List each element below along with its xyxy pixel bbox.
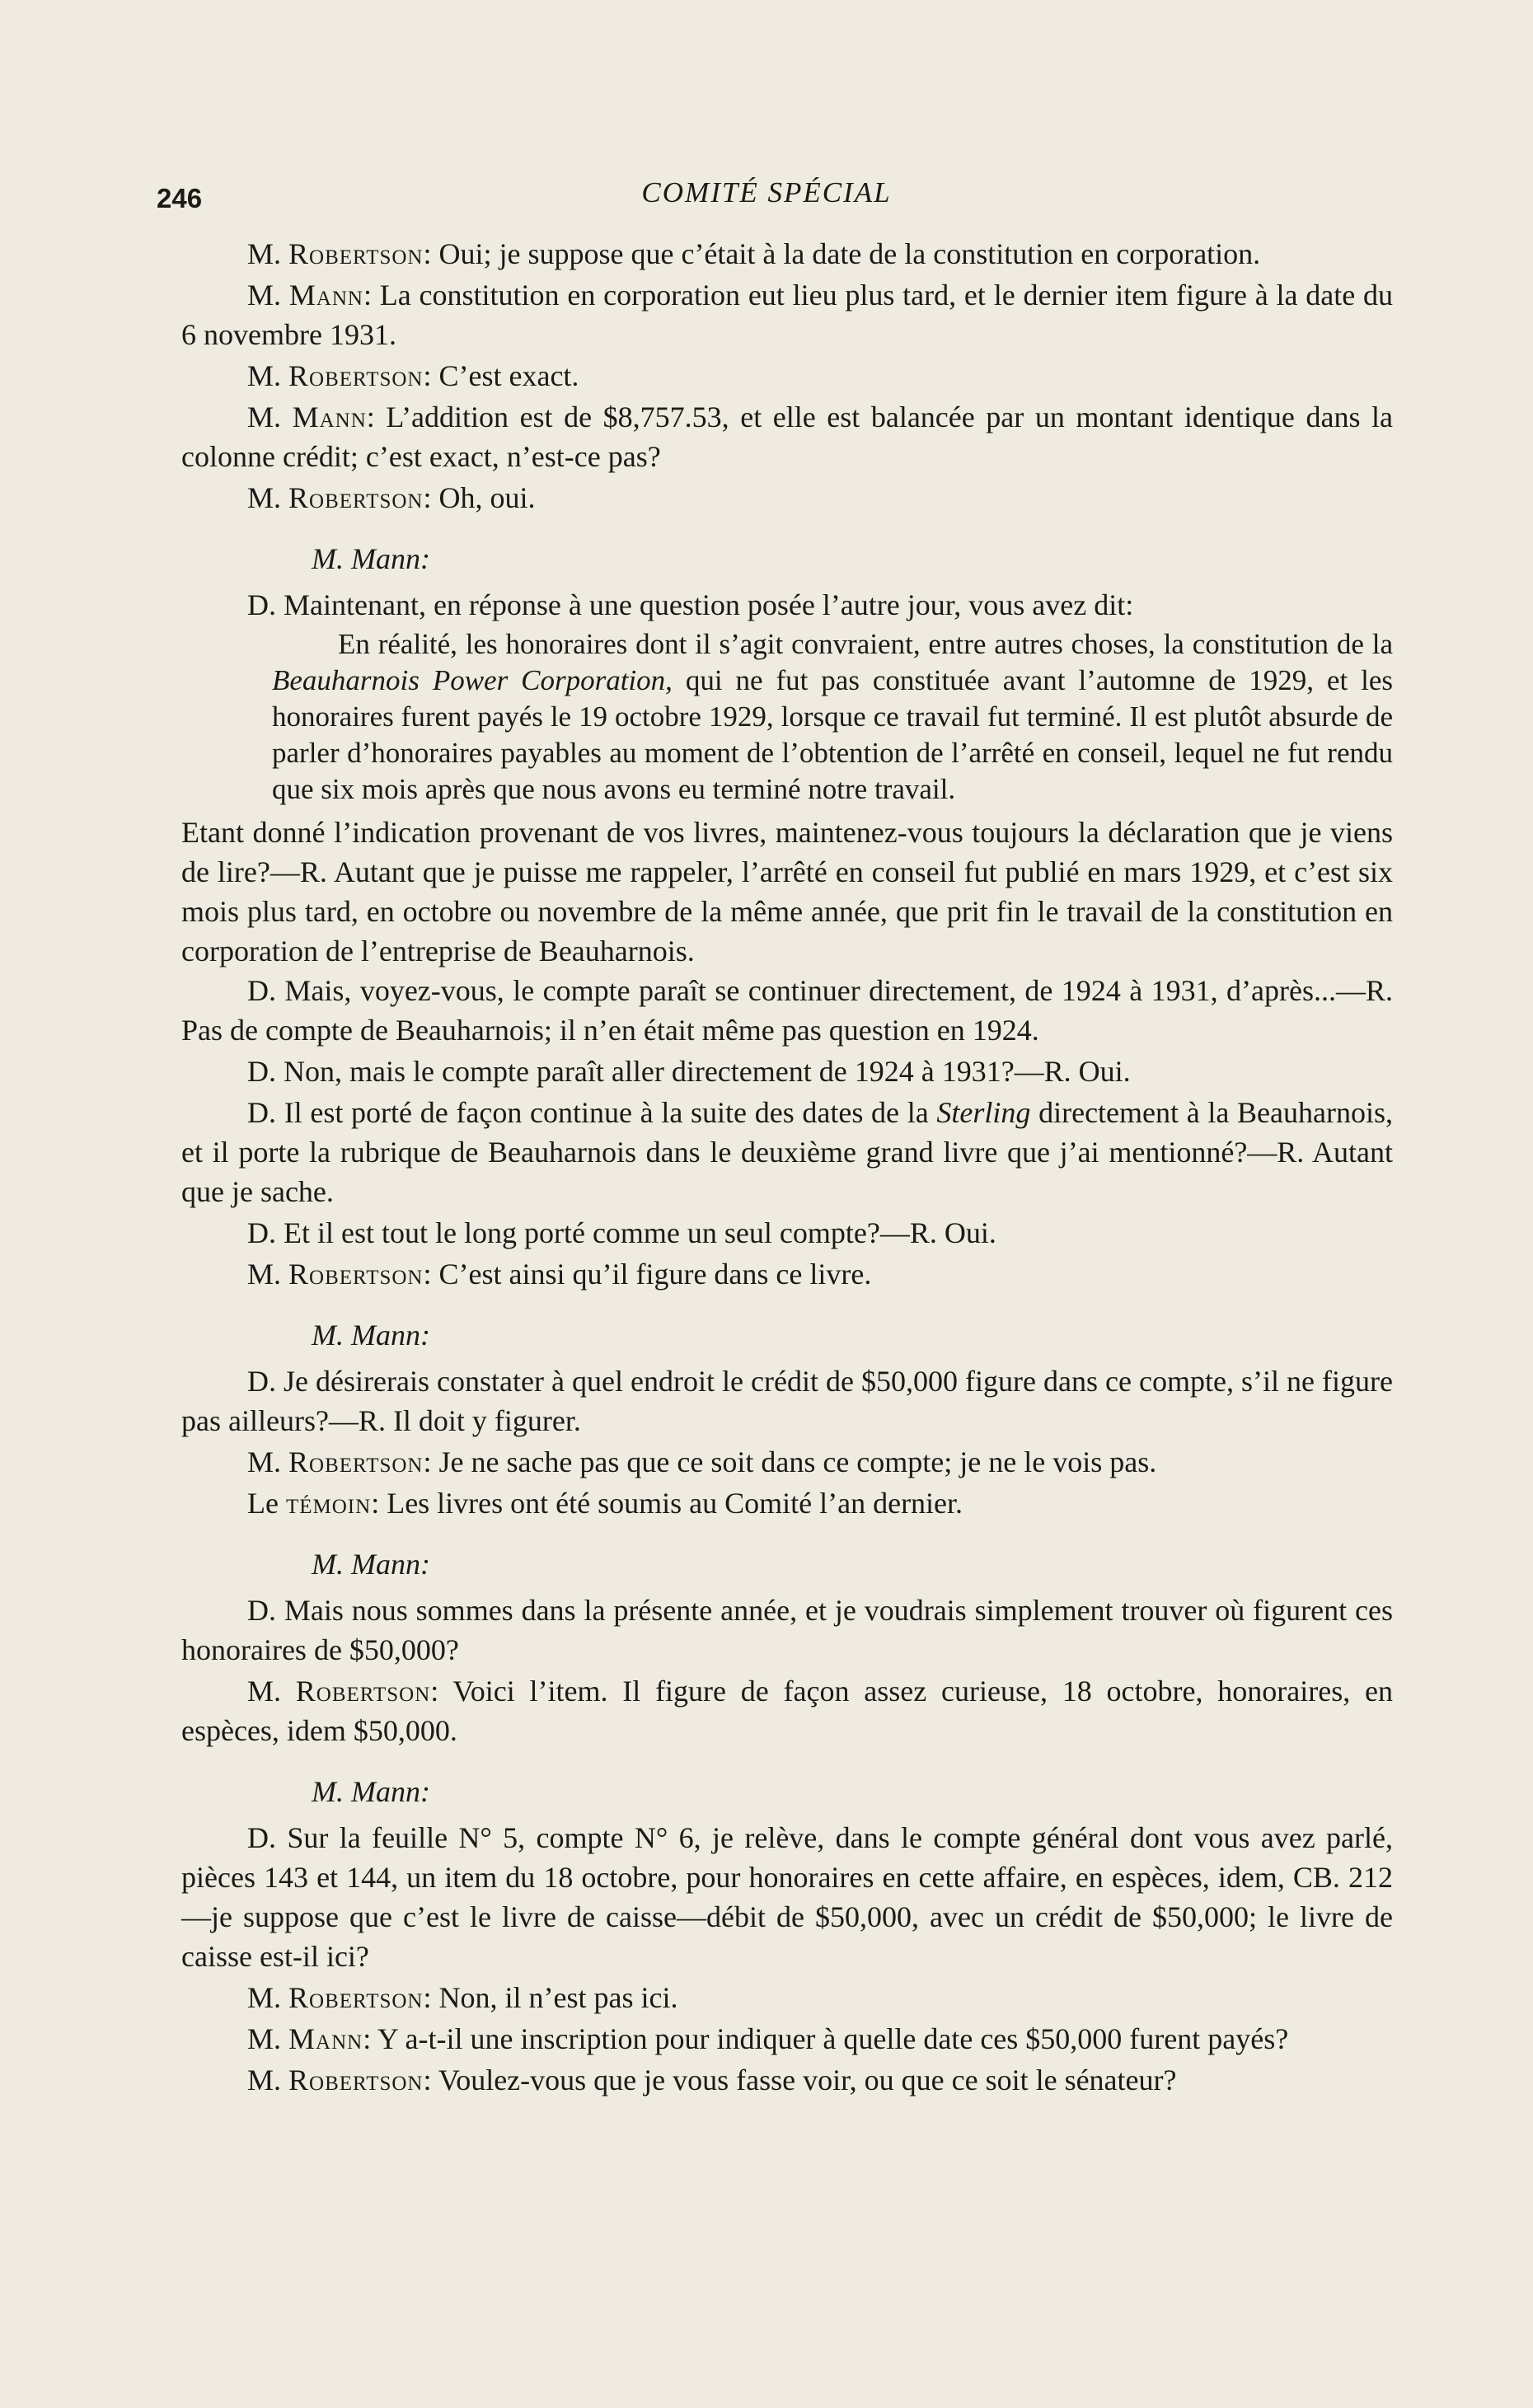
italic-name: Beauharnois Power Corporation, bbox=[272, 664, 673, 696]
paragraph-text: directement à la Beauharnois, et il porte la rubrique de Beauharnois dans le deuxième grand livre que j’ai mentionné?—R. Autant que je sache. bbox=[181, 1096, 1393, 1208]
paragraph-text: Y a-t-il une inscription pour indiquer à quelle date ces $50,000 furent payés? bbox=[377, 2022, 1289, 2055]
speaker-name: Robertson bbox=[295, 1675, 431, 1708]
paragraph-text: D. Non, mais le compte paraît aller directement de 1924 à 1931?—R. Oui. bbox=[247, 1055, 1131, 1088]
speaker-name: Robertson bbox=[288, 1258, 424, 1291]
testimony-paragraph bbox=[181, 1361, 1393, 1441]
italic-name: Sterling bbox=[936, 1096, 1031, 1129]
examiner-heading: M. Mann: bbox=[312, 542, 430, 575]
examiner-heading: M. Mann: bbox=[312, 1548, 430, 1581]
speaker-name: Robertson bbox=[288, 1445, 424, 1478]
running-title: COMITÉ SPÉCIAL bbox=[641, 176, 892, 208]
speaker-name: Robertson bbox=[288, 359, 424, 392]
paragraph-text: Voulez-vous que je vous fasse voir, ou que ce soit le sénateur? bbox=[438, 2064, 1177, 2096]
paragraph-text: En réalité, les honoraires dont il s’agit convraient, entre autres choses, la constitution de la bbox=[338, 628, 1393, 660]
speaker-statement: M. Robertson: C’est exact. bbox=[247, 359, 579, 392]
speaker-name: Robertson bbox=[288, 481, 424, 514]
speaker-name: témoin bbox=[285, 1487, 372, 1520]
speaker-statement: M. Robertson: Non, il n’est pas ici. bbox=[247, 1981, 678, 2014]
paragraph-text: Etant donné l’indication provenant de vos livres, maintenez-vous toujours la déclaration que je viens de lire?—R. Autant que je puisse me rappeler, l’arrêté en conseil fut publié en mars 1929, et c’est six mois plus tard, en octobre ou novembre de la même année, que prit fin le travail de la constitution en corporation de l’entreprise de Beauharnois. bbox=[181, 816, 1393, 967]
examiner-heading: M. Mann: bbox=[312, 1319, 430, 1352]
quoted-passage bbox=[272, 626, 1393, 808]
speaker-statement: M. Mann: La constitution en corporation eut lieu plus tard, et le dernier item figure à la date du 6 novembre 1931. bbox=[181, 279, 1393, 351]
speaker-name: Mann bbox=[292, 401, 367, 433]
speaker-name: Mann bbox=[288, 279, 363, 312]
testimony-paragraph bbox=[181, 813, 1393, 971]
paragraph-text: Oh, oui. bbox=[438, 481, 536, 514]
paragraph-text: Les livres ont été soumis au Comité l’an dernier. bbox=[387, 1487, 963, 1520]
paragraph-text: C’est ainsi qu’il figure dans ce livre. bbox=[438, 1258, 872, 1291]
paragraph-text: Oui; je suppose que c’était à la date de la constitution en corporation. bbox=[438, 237, 1261, 270]
speaker-statement: M. Robertson: Oui; je suppose que c’était à la date de la constitution en corporation. bbox=[247, 237, 1261, 270]
testimony-paragraph bbox=[181, 1818, 1393, 1976]
speaker-name: Robertson bbox=[288, 1981, 424, 2014]
paragraph-text: D. Mais, voyez-vous, le compte paraît se continuer directement, de 1924 à 1931, d’après...—R. Pas de compte de Beauharnois; il n’en était même pas question en 1924. bbox=[181, 974, 1393, 1047]
testimony-paragraph bbox=[181, 1213, 1393, 1253]
paragraph-text: D. Et il est tout le long porté comme un seul compte?—R. Oui. bbox=[247, 1216, 996, 1249]
speaker-statement: M. Robertson: Je ne sache pas que ce soit dans ce compte; je ne le vois pas. bbox=[247, 1445, 1157, 1478]
speaker-statement: M. Robertson: Voulez-vous que je vous fasse voir, ou que ce soit le sénateur? bbox=[247, 2064, 1177, 2096]
speaker-statement: M. Mann: Y a-t-il une inscription pour indiquer à quelle date ces $50,000 furent payés? bbox=[247, 2022, 1289, 2055]
paragraph-text: D. Il est porté de façon continue à la suite des dates de la bbox=[247, 1096, 937, 1129]
paragraph-text: Non, il n’est pas ici. bbox=[438, 1981, 678, 2014]
testimony-paragraph bbox=[181, 1590, 1393, 1670]
paragraph-text: D. Mais nous sommes dans la présente année, et je voudrais simplement trouver où figurent ces honoraires de $50,000? bbox=[181, 1594, 1393, 1666]
testimony-paragraph bbox=[181, 1052, 1393, 1091]
speaker-statement: M. Robertson: C’est ainsi qu’il figure dans ce livre. bbox=[247, 1258, 872, 1291]
paragraph-text: D. Maintenant, en réponse à une question posée l’autre jour, vous avez dit: bbox=[247, 588, 1134, 621]
speaker-statement: M. Mann: L’addition est de $8,757.53, et elle est balancée par un montant identique dans la colonne crédit; c’est exact, n’est-ce pas? bbox=[181, 401, 1393, 473]
paragraph-text: D. Je désirerais constater à quel endroit le crédit de $50,000 figure dans ce compte, s’il ne figure pas ailleurs?—R. Il doit y figurer. bbox=[181, 1365, 1393, 1437]
transcript-body bbox=[181, 234, 1393, 2101]
examiner-heading: M. Mann: bbox=[312, 1775, 430, 1808]
paragraph-text: Je ne sache pas que ce soit dans ce compte; je ne le vois pas. bbox=[438, 1445, 1157, 1478]
testimony-paragraph bbox=[181, 1093, 1393, 1211]
speaker-statement: M. Robertson: Voici l’item. Il figure de façon assez curieuse, 18 octobre, honoraires, en espèces, idem $50,000. bbox=[181, 1675, 1393, 1747]
paragraph-text: qui ne fut pas constituée avant l’automne de 1929, et les honoraires furent payés le 19 octobre 1929, lorsque ce travail fut terminé. Il est plutôt absurde de parler d’honoraires payables au moment de l’obtention de l’arrêté en conseil, lequel ne fut rendu que six mois après que nous avons eu terminé notre travail. bbox=[272, 664, 1393, 805]
testimony-paragraph bbox=[181, 971, 1393, 1050]
speaker-name: Robertson bbox=[288, 2064, 424, 2096]
paragraph-text: La constitution en corporation eut lieu plus tard, et le dernier item figure à la date du 6 novembre 1931. bbox=[181, 279, 1393, 351]
testimony-paragraph bbox=[181, 585, 1393, 625]
page-number: 246 bbox=[157, 183, 203, 213]
paragraph-text: D. Sur la feuille N° 5, compte N° 6, je relève, dans le compte général dont vous avez parlé, pièces 143 et 144, un item du 18 octobre, pour honoraires en cette affaire, en espèces, idem, CB. 212—je suppose que c’est le livre de caisse—débit de $50,000, avec un crédit de $50,000; le livre de caisse est-il ici? bbox=[181, 1821, 1393, 1973]
speaker-name: Robertson bbox=[288, 237, 424, 270]
paragraph-text: Voici l’item. Il figure de façon assez curieuse, 18 octobre, honoraires, en espèces, idem $50,000. bbox=[181, 1675, 1393, 1747]
speaker-statement: Le témoin: Les livres ont été soumis au Comité l’an dernier. bbox=[247, 1487, 963, 1520]
paragraph-text: C’est exact. bbox=[438, 359, 579, 392]
speaker-prefix: Le bbox=[247, 1487, 279, 1520]
paragraph-text: L’addition est de $8,757.53, et elle est balancée par un montant identique dans la colonne crédit; c’est exact, n’est-ce pas? bbox=[181, 401, 1393, 473]
speaker-name: Mann bbox=[288, 2022, 363, 2055]
speaker-statement: M. Robertson: Oh, oui. bbox=[247, 481, 536, 514]
page-header bbox=[0, 176, 1533, 218]
